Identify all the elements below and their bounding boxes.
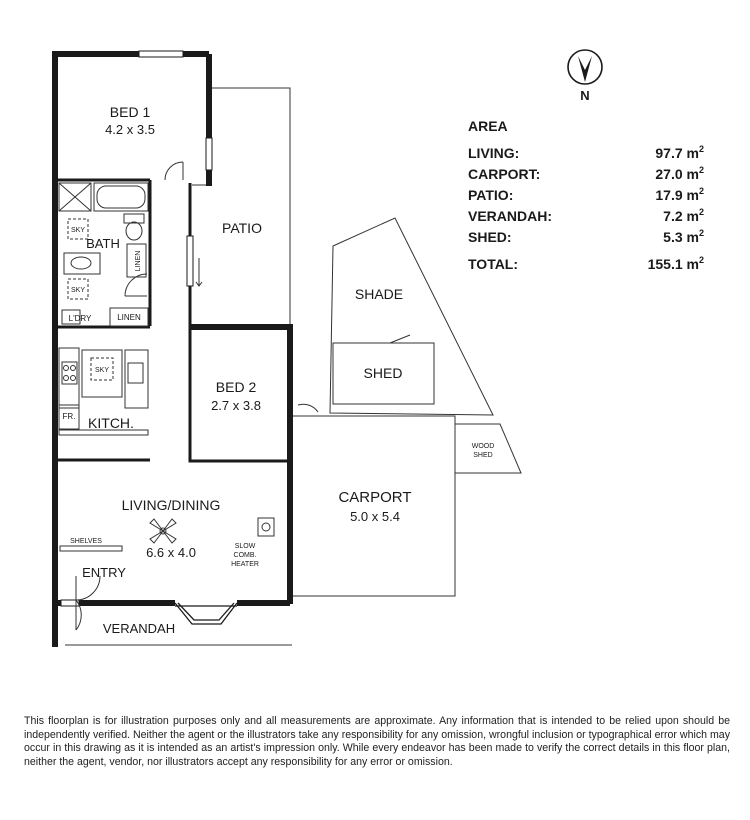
wood-shed-label-2: SHED: [473, 452, 493, 459]
bed2-size: 2.7 x 3.8: [211, 398, 261, 413]
bath-sky-label: SKY: [70, 227, 86, 234]
bed2-name: BED 2: [215, 379, 257, 395]
area-row-patio: [468, 185, 704, 206]
area-label: LIVING:: [468, 145, 520, 161]
carport-door-arc: [298, 404, 318, 412]
area-value: 5.3 m: [663, 229, 699, 245]
area-total-value: 155.1 m: [647, 256, 699, 272]
bath-label: BATH: [86, 236, 120, 251]
heater-label-1: SLOW: [234, 543, 256, 550]
north-arrow-icon: [568, 50, 602, 84]
carport-size: 5.0 x 5.4: [350, 509, 400, 524]
laundry-sky-label: SKY: [70, 287, 86, 294]
room-labels: [63, 104, 495, 636]
bed1-size: 4.2 x 3.5: [105, 122, 155, 137]
shade-label: SHADE: [354, 286, 404, 302]
shelves: [60, 546, 122, 551]
vanity: [64, 253, 100, 274]
fridge-label: FR.: [62, 412, 76, 421]
kitchen-sky-label: SKY: [94, 367, 110, 374]
area-label: CARPORT:: [468, 166, 541, 182]
hall-arrow: [196, 258, 202, 286]
area-row-verandah: [468, 206, 704, 227]
verandah-label: VERANDAH: [102, 621, 176, 636]
shelves-label: SHELVES: [70, 538, 102, 545]
patio-outline: [209, 88, 290, 327]
linen-vertical-label: LINEN: [135, 250, 142, 272]
carport-outline: [292, 416, 455, 596]
carport-name: CARPORT: [338, 489, 412, 506]
area-value: 27.0 m: [655, 166, 699, 182]
area-row-carport: [468, 164, 704, 185]
area-value: 7.2 m: [663, 208, 699, 224]
north-label: N: [580, 88, 590, 103]
living-size: 6.6 x 4.0: [146, 545, 196, 560]
bed1-side-window: [206, 138, 212, 170]
linen-label: LINEN: [117, 313, 141, 322]
area-label: PATIO:: [468, 187, 514, 203]
area-value: 17.9 m: [655, 187, 699, 203]
bed1-name: BED 1: [109, 104, 151, 120]
area-row-living: [468, 143, 704, 164]
living-name: LIVING/DINING: [121, 497, 221, 513]
heater-label-2: COMB.: [233, 552, 257, 559]
bed1-door: [165, 162, 183, 180]
area-title: AREA: [468, 118, 508, 134]
shed-door-arc-line: [390, 335, 410, 343]
shed-label: SHED: [363, 365, 403, 381]
area-total-label: TOTAL:: [468, 256, 519, 272]
cooktop: [62, 362, 77, 384]
area-value: 97.7 m: [655, 145, 699, 161]
entry-label: ENTRY: [82, 565, 126, 580]
ceiling-fan-icon: [150, 519, 176, 543]
area-table: [468, 118, 704, 275]
area-unit-sup: 2: [698, 144, 704, 154]
disclaimer: This floorplan is for illustration purposes only and all measurements are approximate. Any information that is intended to be relied upon should be independently verified. Neither the agent or the illustrators take any responsibility for any omission, wrongful inclusion or typographical error which may occur in this drawing as it is intended as an artist's impression only. While every endeavor has been made to verify the correct details in this floor plan, neither the agent, vendor, nor illustrators accept any responsibility for any error or omission.: [24, 715, 730, 768]
slow-comb-heater: [258, 518, 274, 536]
kitchen-sink: [128, 363, 143, 383]
patio-label: PATIO: [222, 220, 262, 236]
hall-sliding-door: [187, 236, 193, 286]
area-unit-sup: 2: [698, 186, 704, 196]
laundry-label: L'DRY: [68, 314, 92, 323]
area-row-shed: [468, 227, 704, 248]
area-label: VERANDAH:: [468, 208, 552, 224]
area-unit-sup: 2: [698, 207, 704, 217]
wood-shed-label-1: WOOD: [471, 443, 495, 450]
area-unit-sup: 2: [698, 255, 704, 265]
heater-label-3: HEATER: [231, 561, 259, 568]
area-unit-sup: 2: [698, 228, 704, 238]
kitchen-label: KITCH.: [88, 415, 134, 431]
area-row-total: [468, 254, 704, 275]
area-unit-sup: 2: [698, 165, 704, 175]
bed1-top-window: [139, 51, 183, 57]
bay-window: [175, 603, 237, 624]
area-label: SHED:: [468, 229, 512, 245]
